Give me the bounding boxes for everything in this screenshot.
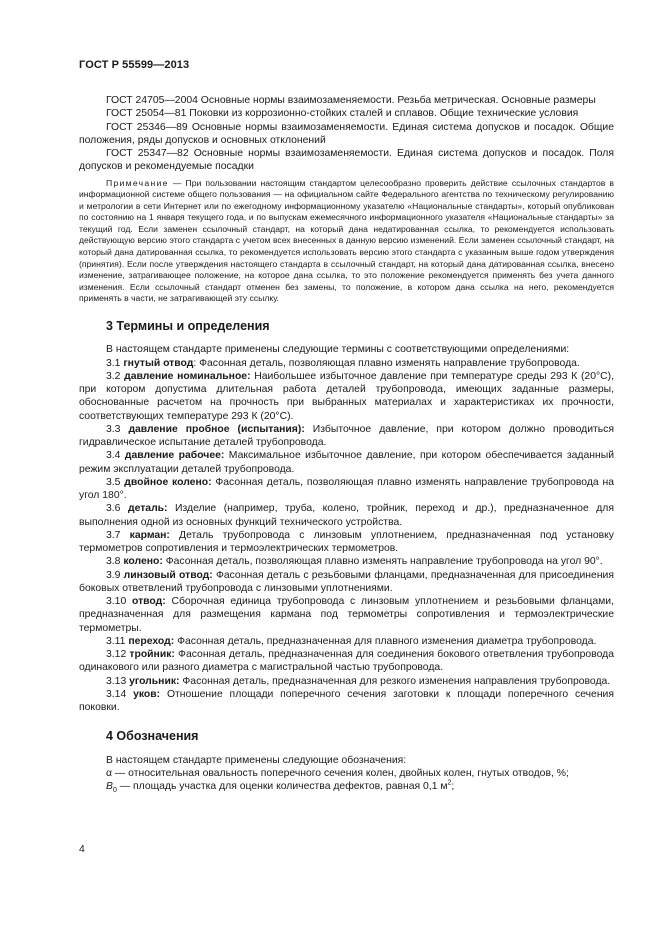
term-name: переход: bbox=[128, 635, 175, 647]
page-header-standard-title: ГОСТ Р 55599—2013 bbox=[79, 59, 190, 71]
term-3-4 bbox=[79, 449, 614, 476]
term-name: давление рабочее: bbox=[124, 450, 225, 462]
term-3-14 bbox=[79, 688, 614, 715]
term-number: 3.10 bbox=[106, 596, 132, 608]
term-name: угольник: bbox=[129, 675, 180, 687]
term-name: гнутый отвод bbox=[123, 357, 194, 369]
term-number: 3.5 bbox=[106, 476, 125, 488]
symbol-alpha bbox=[79, 767, 614, 780]
note-paragraph bbox=[79, 178, 614, 306]
term-number: 3.13 bbox=[106, 675, 130, 687]
term-number: 3.9 bbox=[106, 569, 124, 581]
term-definition: Фасонная деталь, позволяющая плавно изменять направление трубопровода на угол 90°. bbox=[162, 556, 603, 568]
term-definition: Фасонная деталь, предназначенная для резкого изменения направления трубопровода. bbox=[179, 675, 611, 687]
term-name: линзовый отвод: bbox=[123, 569, 213, 581]
reference-gost-25346: ГОСТ 25346—89 Основные нормы взаимозаменяемости. Единая система допусков и посадок. Общие положения, ряды допусков и основных отклонений bbox=[79, 121, 614, 146]
term-3-12 bbox=[79, 648, 614, 675]
term-definition: Изделие (например, труба, колено, тройник, переход и др.), предназначенное для выполнения одной из основных функций технического устройства. bbox=[79, 503, 614, 528]
term-number: 3.4 bbox=[106, 450, 125, 462]
note-text: — При пользовании настоящим стандартом целесообразно проверить действие ссылочных стандартов в информационной системе общего пользования — на официальном сайте Федерального агентства по техническому регулированию и метрологии в сети Интернет или по ежегодному информационному указателю «Национальные стандарты», который опубликован по состоянию на 1 января текущего года, и по выпускам ежемесячного информационного указателя «Национальные стандарты» за текущий год. Если заменен ссылочный стандарт, на который дана недатированная ссылка, то рекомендуется использовать действующую версию этого стандарта с учетом всех внесенных в данную версию изменений. Если заменен ссылочный стандарт, на который дана датированная ссылка, то рекомендуется использовать версию этого стандарта с указанным выше годом утверждения (принятия). Если после утверждения настоящего стандарта в ссылочный стандарт, на который дана датированная ссылка, внесено изменение, затрагивающее положение, на которое дана ссылка, то это положение рекомендуется применять без учета данного изменения. Если ссылочный стандарт отменен без замены, то положение, в котором дана ссылка на него, рекомендуется применять в части, не затрагивающей эту ссылку. bbox=[79, 177, 614, 304]
section-3-intro: В настоящем стандарте применены следующие термины с соответствующими определениями: bbox=[106, 344, 570, 356]
term-3-13 bbox=[79, 675, 614, 688]
term-definition: Фасонная деталь, позволяющая плавно изменять направление трубопровода на угол 180°. bbox=[79, 476, 614, 502]
term-name: уков: bbox=[133, 688, 161, 700]
term-number: 3.7 bbox=[106, 529, 130, 541]
page-body bbox=[79, 94, 614, 793]
term-3-10 bbox=[79, 595, 614, 635]
term-number: 3.2 bbox=[106, 370, 125, 382]
term-number: 3.12 bbox=[106, 649, 130, 661]
term-name: деталь: bbox=[127, 503, 168, 515]
term-name: двойное колено: bbox=[124, 476, 212, 488]
term-name: давление пробное (испытания): bbox=[128, 423, 305, 435]
term-definition: : Фасонная деталь, позволяющая плавно изменять направление трубопровода. bbox=[193, 357, 580, 369]
section-3-heading: 3 Термины и определения bbox=[106, 319, 270, 334]
term-number: 3.8 bbox=[106, 556, 124, 568]
term-definition: Отношение площади поперечного сечения заготовки к площади поперечного сечения поковки. bbox=[79, 688, 614, 714]
symbol-alpha-glyph: α bbox=[106, 767, 113, 779]
term-3-7 bbox=[79, 529, 614, 556]
term-definition: Фасонная деталь с резьбовыми фланцами, предназначенная для присоединения боковых ответвлений трубопровода с линзовыми уплотнениями. bbox=[79, 569, 614, 594]
term-definition: Деталь трубопровода с линзовым уплотнением, предназначенная под установку термометров сопротивления и термоэлектрических термометров. bbox=[79, 529, 614, 555]
term-number: 3.11 bbox=[106, 635, 129, 647]
reference-gost-24705: ГОСТ 24705—2004 Основные нормы взаимозаменяемости. Резьба метрическая. Основные размеры bbox=[106, 95, 596, 106]
term-definition: Избыточное давление, при котором должно проводиться гидравлическое испытание деталей трубопровода. bbox=[79, 423, 614, 449]
symbol-b0-glyph: B bbox=[106, 781, 113, 793]
section-4-heading: 4 Обозначения bbox=[106, 729, 199, 744]
term-number: 3.3 bbox=[106, 423, 129, 435]
term-name: отвод: bbox=[132, 596, 166, 608]
term-number: 3.6 bbox=[106, 503, 128, 515]
term-3-8 bbox=[79, 555, 614, 568]
term-definition: Наибольшее избыточное давление при температуре среды 293 К (20°С), при котором допустима длительная работа деталей трубопровода, имеющих заданные размеры, обоснованные расчетом на прочность при выбранных материалах и характеристиках их прочности, соответствующих температуре 293 К (20°С). bbox=[79, 370, 614, 422]
reference-gost-25347: ГОСТ 25347—82 Основные нормы взаимозаменяемости. Единая система допусков и посадок. Поля допусков и рекомендуемые посадки bbox=[79, 148, 614, 173]
reference-gost-25054: ГОСТ 25054—81 Поковки из коррозионно-стойких сталей и сплавов. Общие технические условия bbox=[106, 108, 579, 120]
term-definition: Фасонная деталь, предназначенная для плавного изменения диаметра трубопровода. bbox=[174, 635, 597, 647]
symbol-b0-subscript: 0 bbox=[112, 787, 117, 795]
term-name: давление номинальное: bbox=[124, 370, 251, 382]
symbol-b0-definition: — площадь участка для оценки количества дефектов, равная 0,1 м bbox=[116, 781, 448, 793]
term-3-5 bbox=[79, 476, 614, 503]
symbol-b0-superscript: 2 bbox=[447, 779, 452, 787]
symbol-alpha-definition: — относительная овальность поперечного сечения колен, двойных колен, гнутых отводов, %; bbox=[112, 767, 569, 779]
term-definition: Максимальное избыточное давление, при котором обеспечивается заданный режим эксплуатации деталей трубопровода. bbox=[79, 450, 614, 475]
section-4-intro: В настоящем стандарте применены следующие обозначения: bbox=[106, 754, 407, 766]
term-name: тройник: bbox=[129, 649, 175, 661]
term-3-6 bbox=[79, 502, 614, 529]
term-name: колено: bbox=[123, 556, 163, 568]
term-definition: Фасонная деталь, предназначенная для соединения бокового ответвления трубопровода одинакового или разного диаметра с магистральной частью трубопровода. bbox=[79, 649, 614, 674]
term-definition: Сборочная единица трубопровода с линзовым уплотнением и резьбовыми фланцами, предназначенная для размещения кармана под термометры сопротивления и термоэлектрические термометры. bbox=[79, 596, 614, 634]
term-3-11 bbox=[79, 635, 614, 648]
term-3-2 bbox=[79, 370, 614, 423]
term-3-3 bbox=[79, 423, 614, 450]
note-label: Примечание bbox=[106, 177, 169, 188]
symbol-b0 bbox=[79, 780, 614, 793]
page-number: 4 bbox=[79, 844, 85, 855]
term-3-9 bbox=[79, 569, 614, 596]
term-number: 3.14 bbox=[106, 688, 134, 700]
symbol-b0-tail: ; bbox=[451, 781, 455, 793]
term-3-1 bbox=[79, 357, 614, 370]
term-number: 3.1 bbox=[106, 357, 124, 369]
term-name: карман: bbox=[129, 529, 170, 541]
